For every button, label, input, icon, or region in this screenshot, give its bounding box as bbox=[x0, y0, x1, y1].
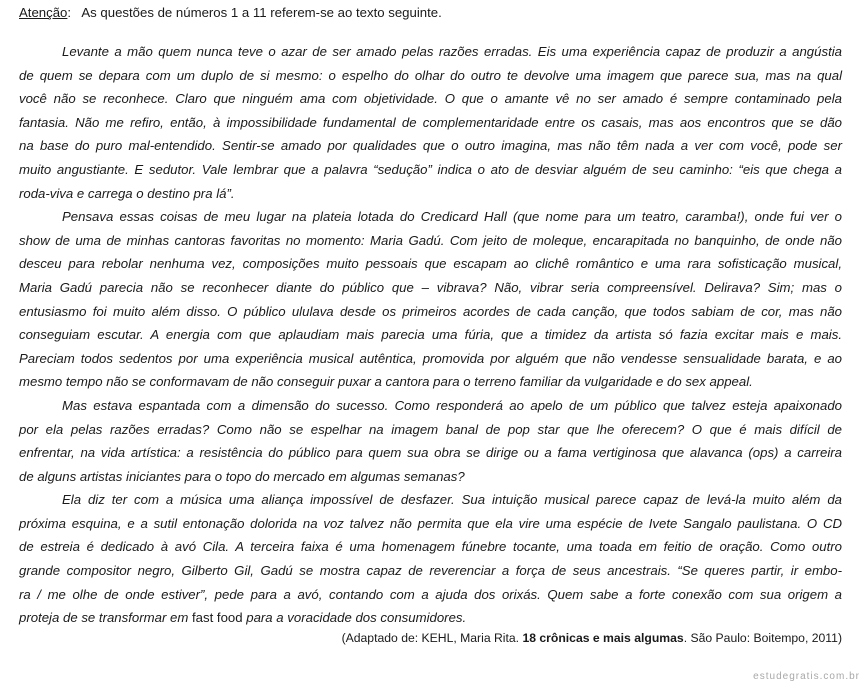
text-line: de alguns artistas iniciantes para o topo do mercado em algumas semanas? bbox=[19, 468, 465, 484]
notice-text: As questões de números 1 a 11 referem-se ao texto seguinte. bbox=[81, 5, 442, 20]
notice-label: Atenção bbox=[19, 5, 68, 20]
text-line: enfrentar, na vida artística: a resistência do público para quem sua obra se dirige ou a fama vertiginosa que alavanca (ops) a carreira bbox=[19, 445, 842, 461]
text-line: show de uma de minhas cantoras favoritas no momento: Maria Gadú. Com jeito de moleque, encarapitada no banquinho, de onde não bbox=[19, 232, 842, 248]
text-line: por ela pelas razões erradas? Como não se espelhar na imagem banal de pop star que lhe oferecem? O que é mais difícil de bbox=[19, 421, 842, 437]
text-line: ra / me olhe de onde estiver”, pede para a avó, contando com a ajuda dos orixás. Quem sabe a forte conexão com sua origem a bbox=[19, 586, 842, 602]
text-line: Pensava essas coisas de meu lugar na plateia lotada do Credicard Hall (que nome para um teatro, caramba!), onde fui ver o bbox=[62, 209, 842, 225]
paragraph-2 bbox=[19, 205, 842, 394]
book-title: 18 crônicas e mais algumas bbox=[522, 631, 684, 645]
paragraph-1 bbox=[19, 40, 842, 205]
notice-colon: : bbox=[67, 5, 72, 20]
text-line: de quem se depara com um duplo de si mesmo: o espelho do olhar do outro te devolve uma imagem que parece sua, mas na qual bbox=[19, 67, 842, 83]
citation-suffix: . São Paulo: Boitempo, 2011) bbox=[683, 631, 842, 645]
text-line: na base do puro mal-entendido. Sentir-se amado por qualidades que o outro imagina, mas não têm nada a ver com você, pode ser bbox=[19, 138, 842, 154]
text-line: de estreia é dedicado à avó Cila. A terceira faixa é uma homenagem fúnebre tocante, uma toada em feitio de oração. Como outro bbox=[19, 539, 842, 555]
text-line: Pareciam todos sedentos por uma experiência musical autêntica, promovida por alguém que não vendesse sensualidade barata, e ao bbox=[19, 350, 842, 366]
text-line: mesmo tempo não se conformavam de não conseguir puxar a cantora para o terreno familiar da vulgaridade e do sex appeal. bbox=[19, 374, 753, 390]
text-line: roda-viva e carrega o destino pra lá”. bbox=[19, 185, 235, 201]
text-line: grande compositor negro, Gilberto Gil, Gadú se mostra capaz de reverenciar a força de seus ancestrais. “Se queres partir, ir embo- bbox=[19, 563, 842, 579]
final-line-start: proteja de se transformar em bbox=[19, 610, 192, 626]
text-line: Levante a mão quem nunca teve o azar de ser amado pelas razões erradas. Eis uma experiência capaz de produzir a angústia bbox=[62, 44, 842, 59]
paragraph-3 bbox=[19, 394, 842, 488]
text-line: conseguiam escutar. A energia com que aplaudiam mais parecia uma fúria, que a timidez da artista só fazia excitar mais e mais. bbox=[19, 327, 842, 343]
citation-prefix: (Adaptado de: KEHL, Maria Rita. bbox=[341, 631, 523, 645]
notice-line bbox=[19, 4, 442, 22]
final-line-end: para a voracidade dos consumidores. bbox=[242, 610, 467, 626]
text-line: Ela diz ter com a música uma aliança impossível de desfazer. Sua intuição musical parece capaz de levá-la muito além da bbox=[62, 492, 842, 508]
text-line: fantasia. Não me refiro, então, à impossibilidade fundamental de complementaridade entre os casais, mas aos encontros que se dão bbox=[19, 114, 842, 130]
text-line: desceu para rebolar nenhuma vez, composições muito pessoais que escapam ao clichê romântico e uma rara sofisticação musical, bbox=[19, 256, 842, 272]
text-line: você não se reconhece. Claro que ninguém ama com objetividade. O que o amante vê no ser amado é sempre contaminado pela bbox=[19, 91, 842, 107]
paragraph-4 bbox=[19, 488, 842, 630]
text-line: próxima esquina, e a sutil entonação dolorida na voz talvez não permita que ela vire uma espécie de Ivete Sangalo paulistana. O CD bbox=[19, 515, 842, 531]
text-line-final bbox=[19, 606, 842, 630]
text-line: entusiasmo foi muito além disso. O público ululava desde os primeiros acordes de cada canção, que todos sabiam de cor, mas não bbox=[19, 303, 842, 319]
article-text bbox=[19, 40, 842, 630]
text-line: Mas estava espantada com a dimensão do sucesso. Como responderá ao apelo de um público que talvez esteja apaixonado bbox=[62, 397, 842, 413]
text-line: Maria Gadú parecia não se reconhecer diante do público que – vibrava? Não, vibrar seria compreensível. Delirava? Sim; mas o bbox=[19, 279, 842, 295]
watermark: estudegratis.com.br bbox=[753, 671, 860, 682]
fast-food-term: fast food bbox=[191, 610, 243, 626]
source-citation bbox=[342, 629, 842, 647]
text-line: muito angustiante. E sedutor. Vale lembrar que a palavra “sedução” indica o ato de desviar alguém de seu caminho: “eis que chega a bbox=[19, 161, 842, 177]
